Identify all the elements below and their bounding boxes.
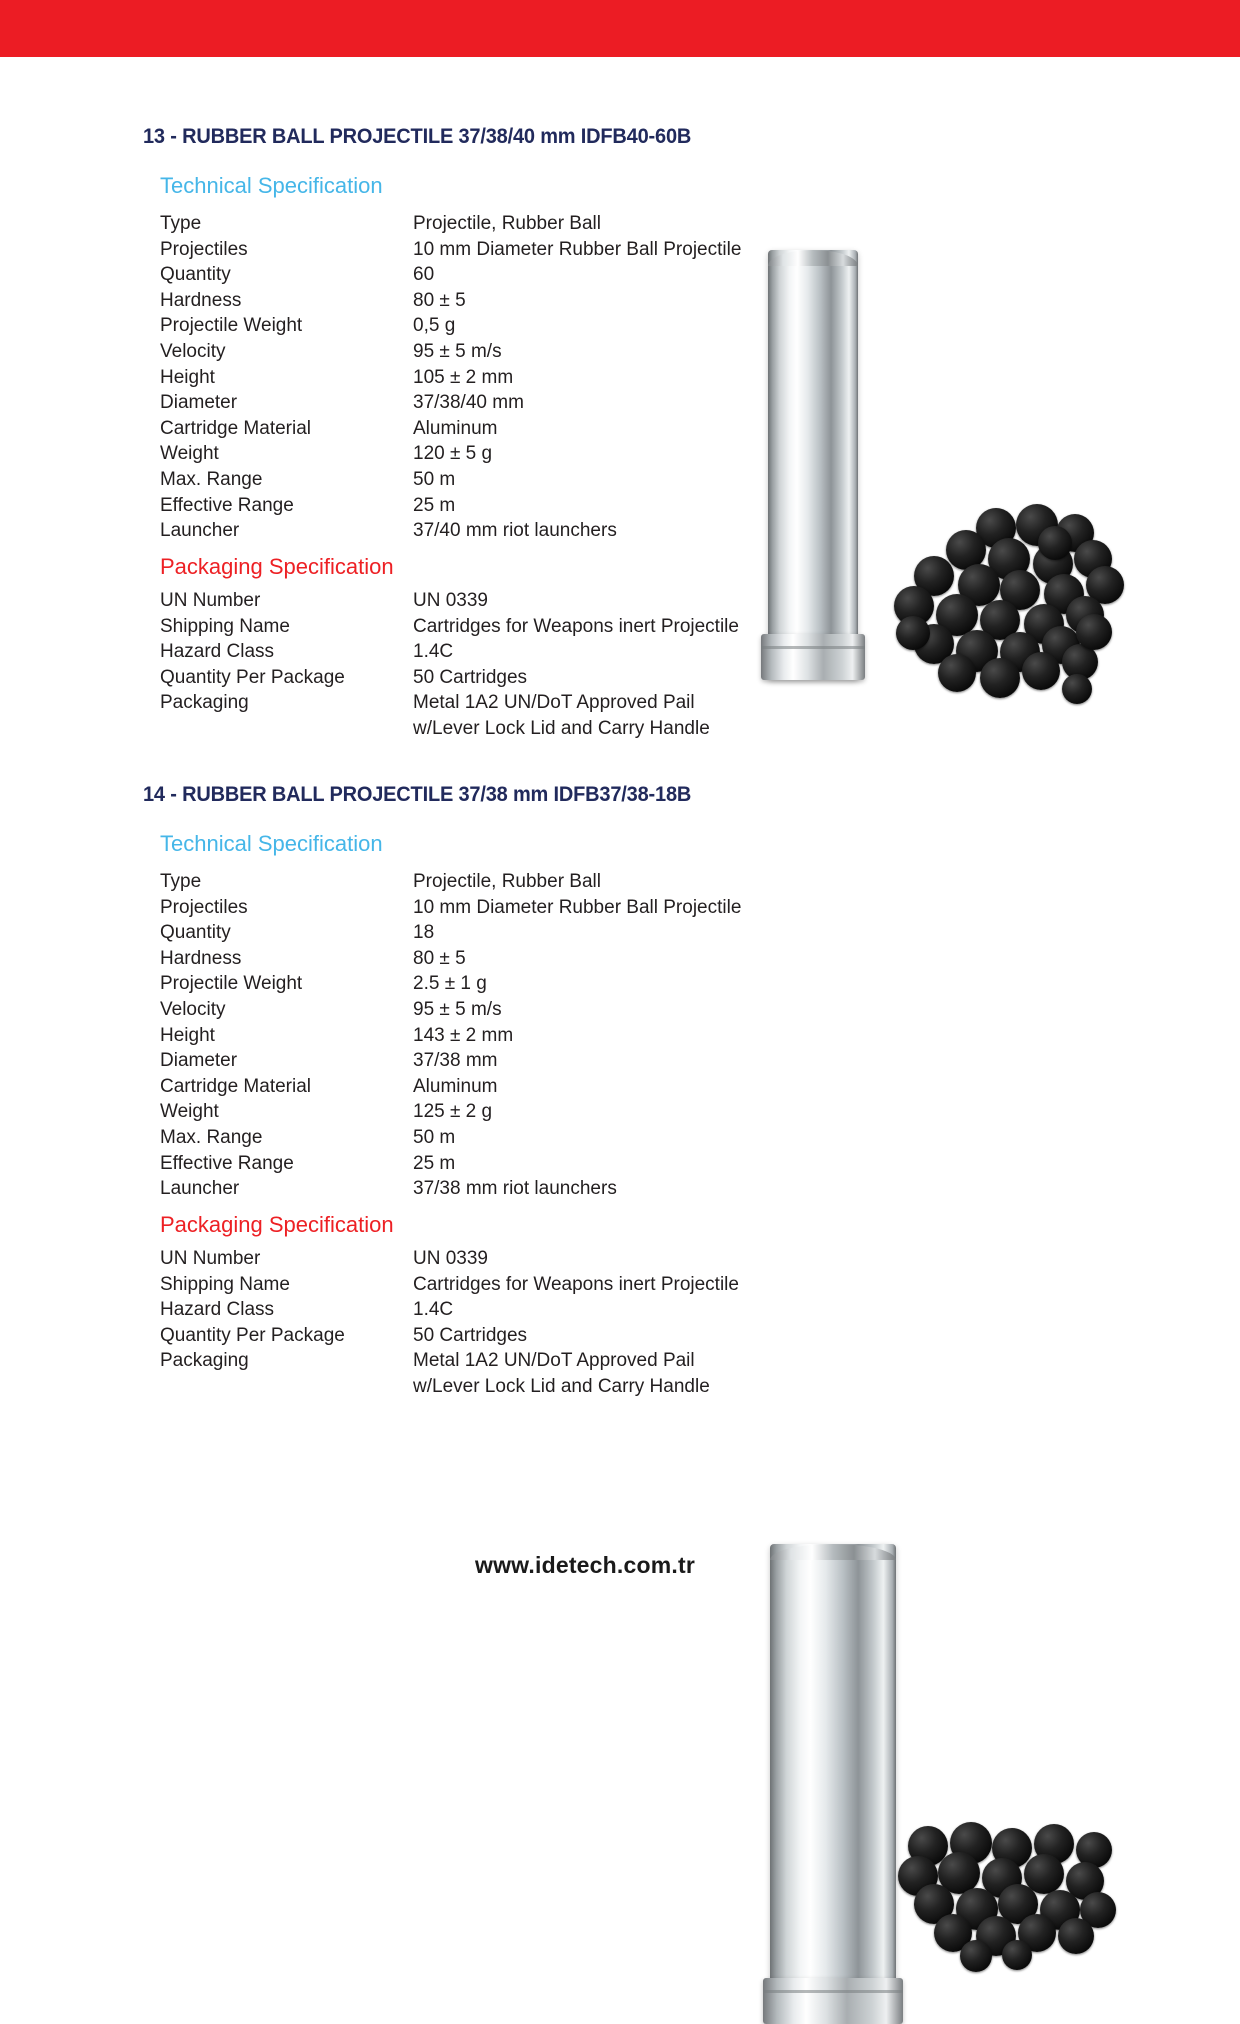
spec-label: Packaging [160,1350,249,1372]
rubber-ball-icon [1058,1918,1094,1954]
spec-value: 143 ± 2 mm [413,1024,514,1046]
spec-label: Quantity Per Package [160,1324,345,1346]
spec-label: Hardness [160,947,242,969]
spec-row [160,1176,860,1202]
spec-row [160,416,860,442]
spec-row [160,467,860,493]
spec-value-line-2: w/Lever Lock Lid and Carry Handle [413,717,710,739]
spec-row [160,237,860,263]
spec-row [160,518,860,544]
spec-value: Cartridges for Weapons inert Projectile [413,615,739,637]
spec-value: 105 ± 2 mm [413,366,514,388]
spec-row [160,313,860,339]
spec-value: 18 [413,922,435,944]
spec-value: 50 m [413,468,456,490]
spec-label: Launcher [160,1178,240,1200]
spec-label: Effective Range [160,1152,294,1174]
spec-value: Projectile, Rubber Ball [413,213,601,234]
spec-label: UN Number [160,1248,261,1269]
spec-row [160,1048,860,1074]
spec-value: 120 ± 5 g [413,443,493,465]
spec-label: Max. Range [160,468,263,490]
product-photo-13 [760,244,1180,744]
spec-value: Metal 1A2 UN/DoT Approved Pail w/Lever Lock Lid and Carry Handle [413,690,860,741]
spec-value: 10 mm Diameter Rubber Ball Projectile [413,896,742,918]
spec-value: UN 0339 [413,590,488,611]
spec-label: Cartridge Material [160,417,311,439]
spec-label: Shipping Name [160,615,290,637]
packaging-specification-table-14 [160,1246,860,1400]
spec-row [160,1125,860,1151]
spec-label: Max. Range [160,1126,263,1148]
spec-label: Hardness [160,289,242,311]
spec-row [160,1297,860,1323]
spec-value: Aluminum [413,417,498,439]
rubber-ball-icon [1002,1940,1032,1970]
spec-label: Hazard Class [160,1299,275,1321]
spec-row [160,288,860,314]
spec-row [160,1151,860,1177]
technical-specification-table-14 [160,869,860,1202]
spec-row [160,639,860,665]
spec-label: Quantity [160,264,231,286]
spec-label: Velocity [160,998,226,1020]
spec-value: 37/38/40 mm [413,392,524,414]
cartridge-image-14 [770,1544,896,2024]
spec-row [160,1074,860,1100]
spec-row [160,665,860,691]
spec-row [160,339,860,365]
spec-label: Height [160,1024,215,1046]
spec-value: 2.5 ± 1 g [413,973,487,995]
spec-label: Height [160,366,215,388]
spec-value: 37/38 mm riot launchers [413,1178,617,1200]
spec-value: 1.4C [413,1299,454,1321]
technical-specification-heading-14: Technical Specification [160,831,383,856]
spec-row [160,1246,860,1272]
spec-row [160,971,860,997]
spec-value: 80 ± 5 [413,289,466,311]
rubber-ball-icon [1062,674,1092,704]
spec-row [160,211,860,237]
spec-label: UN Number [160,590,261,611]
spec-value: UN 0339 [413,1248,488,1269]
spec-label: Velocity [160,340,226,362]
spec-value: 60 [413,264,435,286]
spec-label: Launcher [160,520,240,542]
spec-row [160,1099,860,1125]
technical-specification-heading-13: Technical Specification [160,173,383,198]
rubber-balls-group-14 [898,1822,1198,1952]
spec-value: Projectile, Rubber Ball [413,871,601,892]
spec-value: 10 mm Diameter Rubber Ball Projectile [413,238,742,260]
spec-label: Shipping Name [160,1273,290,1295]
packaging-specification-heading-14: Packaging Specification [160,1212,394,1237]
spec-row [160,588,860,614]
spec-label: Diameter [160,1050,238,1072]
spec-label: Type [160,871,202,892]
spec-row [160,1348,860,1399]
product-title-13: 13 - RUBBER BALL PROJECTILE 37/38/40 mm IDFB40-60B [143,124,692,148]
rubber-ball-icon [1038,526,1072,560]
spec-row [160,997,860,1023]
spec-value: 50 Cartridges [413,1324,528,1346]
spec-value: 1.4C [413,641,454,663]
rubber-ball-icon [1076,614,1112,650]
cartridge-image-13 [768,250,858,680]
spec-row [160,869,860,895]
spec-value: 95 ± 5 m/s [413,340,502,362]
spec-label: Quantity Per Package [160,666,345,688]
spec-label: Packaging [160,692,249,714]
packaging-specification-table-13 [160,588,860,742]
cartridge-top-13 [768,250,858,266]
spec-value: 37/38 mm [413,1050,498,1072]
spec-value: 0,5 g [413,315,456,337]
spec-row [160,441,860,467]
rubber-ball-icon [980,658,1020,698]
spec-value: Metal 1A2 UN/DoT Approved Pail w/Lever Lock Lid and Carry Handle [413,1348,860,1399]
spec-label: Type [160,213,202,234]
spec-label: Quantity [160,922,231,944]
spec-row [160,920,860,946]
spec-value: 37/40 mm riot launchers [413,520,617,542]
page-content [0,57,1240,1754]
spec-row [160,895,860,921]
spec-row [160,390,860,416]
spec-row [160,690,860,741]
spec-row [160,1272,860,1298]
spec-label: Diameter [160,392,238,414]
product-title-14: 14 - RUBBER BALL PROJECTILE 37/38 mm IDFB37/38-18B [143,782,692,806]
spec-row [160,946,860,972]
spec-label: Weight [160,1101,219,1123]
spec-value: 50 m [413,1126,456,1148]
spec-value: 50 Cartridges [413,666,528,688]
spec-label: Projectiles [160,896,248,918]
technical-specification-table-13 [160,211,860,544]
spec-value: Cartridges for Weapons inert Projectile [413,1273,739,1295]
top-red-banner [0,0,1240,57]
rubber-ball-icon [960,1940,992,1972]
spec-row [160,614,860,640]
spec-label: Projectile Weight [160,973,303,995]
spec-label: Weight [160,443,219,465]
spec-value: 80 ± 5 [413,947,466,969]
spec-label: Hazard Class [160,641,275,663]
rubber-ball-icon [938,654,976,692]
spec-value: 25 m [413,494,456,516]
spec-value-line-2: w/Lever Lock Lid and Carry Handle [413,1375,710,1397]
spec-value: 125 ± 2 g [413,1101,493,1123]
spec-value: 25 m [413,1152,456,1174]
rubber-balls-group-13 [888,504,1188,694]
rubber-ball-icon [896,616,930,650]
spec-row [160,1323,860,1349]
spec-row [160,493,860,519]
spec-label: Projectiles [160,238,248,260]
spec-value: Aluminum [413,1075,498,1097]
footer-website-url[interactable]: www.idetech.com.tr [474,1552,695,1578]
spec-label: Cartridge Material [160,1075,311,1097]
spec-label: Projectile Weight [160,315,303,337]
spec-row [160,262,860,288]
spec-value: 95 ± 5 m/s [413,998,502,1020]
cartridge-base-rim-14 [763,1978,903,2024]
rubber-ball-icon [1022,652,1060,690]
spec-row [160,365,860,391]
cartridge-base-rim-13 [761,634,865,680]
spec-label: Effective Range [160,494,294,516]
spec-row [160,1023,860,1049]
packaging-specification-heading-13: Packaging Specification [160,554,394,579]
